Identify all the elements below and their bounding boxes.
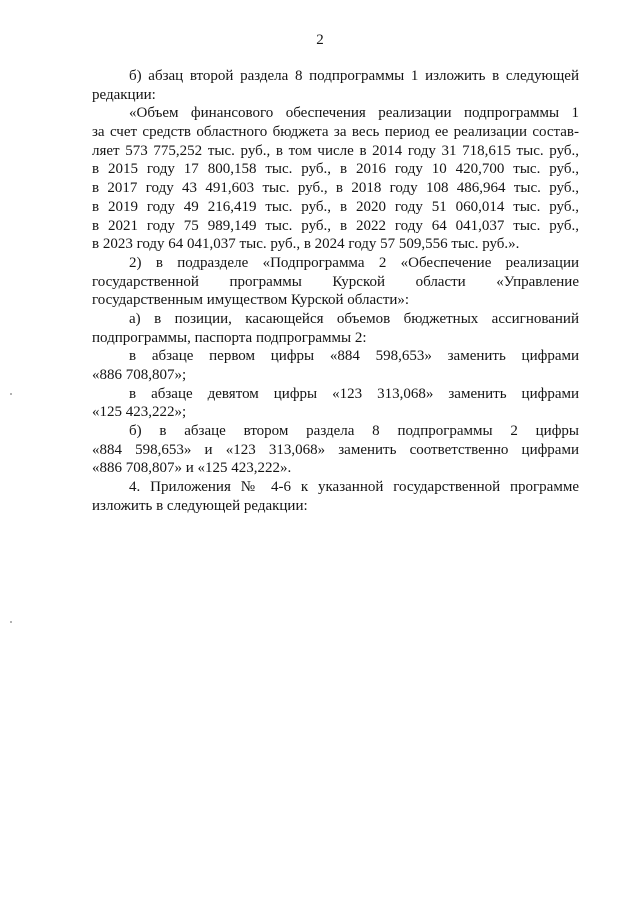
text-line: изложить в следующей редакции: xyxy=(92,497,308,514)
text-line: государственной программы Курской области «Управление xyxy=(92,273,579,290)
text-line: в 2021 году 75 989,149 тыс. руб., в 2022 году 64 041,037 тыс. руб., xyxy=(92,217,579,234)
text-line: в абзаце девятом цифры «123 313,068» заменить цифрами xyxy=(129,385,579,402)
scan-speck xyxy=(10,393,12,395)
text-line: в 2023 году 64 041,037 тыс. руб., в 2024 году 57 509,556 тыс. руб.». xyxy=(92,236,520,253)
text-line: в 2015 году 17 800,158 тыс. руб., в 2016 году 10 420,700 тыс. руб., xyxy=(92,161,579,178)
text-line: «Объем финансового обеспечения реализации подпрограммы 1 xyxy=(129,105,579,122)
text-line: «886 708,807» и «125 423,222». xyxy=(92,460,292,477)
text-line: за счет средств областного бюджета за весь период ее реализации состав- xyxy=(92,124,579,141)
text-line: в 2019 году 49 216,419 тыс. руб., в 2020 году 51 060,014 тыс. руб., xyxy=(92,198,579,215)
text-line: подпрограммы, паспорта подпрограммы 2: xyxy=(92,329,367,346)
text-line: 2) в подразделе «Подпрограмма 2 «Обеспечение реализации xyxy=(129,254,579,271)
scan-speck xyxy=(10,621,12,623)
text-line: 4. Приложения № 4-6 к указанной государственной программе xyxy=(129,479,579,496)
document-body xyxy=(92,67,579,516)
text-line: «886 708,807»; xyxy=(92,367,187,383)
text-line: в абзаце первом цифры «884 598,653» заменить цифрами xyxy=(129,348,579,365)
text-line: а) в позиции, касающейся объемов бюджетных ассигнований xyxy=(129,310,579,327)
page-number: 2 xyxy=(316,32,324,48)
text-line: ляет 573 775,252 тыс. руб., в том числе в 2014 году 31 718,615 тыс. руб., xyxy=(92,142,579,159)
text-line: «125 423,222»; xyxy=(92,404,187,421)
text-line: б) абзац второй раздела 8 подпрограммы 1 изложить в следующей xyxy=(129,68,579,84)
text-line: в 2017 году 43 491,603 тыс. руб., в 2018 году 108 486,964 тыс. руб., xyxy=(92,180,579,197)
text-line: государственным имуществом Курской области»: xyxy=(92,292,410,309)
text-line: б) в абзаце втором раздела 8 подпрограммы 2 цифры xyxy=(129,423,579,440)
text-line: редакции: xyxy=(92,86,156,103)
text-line: «884 598,653» и «123 313,068» заменить соответственно цифрами xyxy=(92,441,579,458)
